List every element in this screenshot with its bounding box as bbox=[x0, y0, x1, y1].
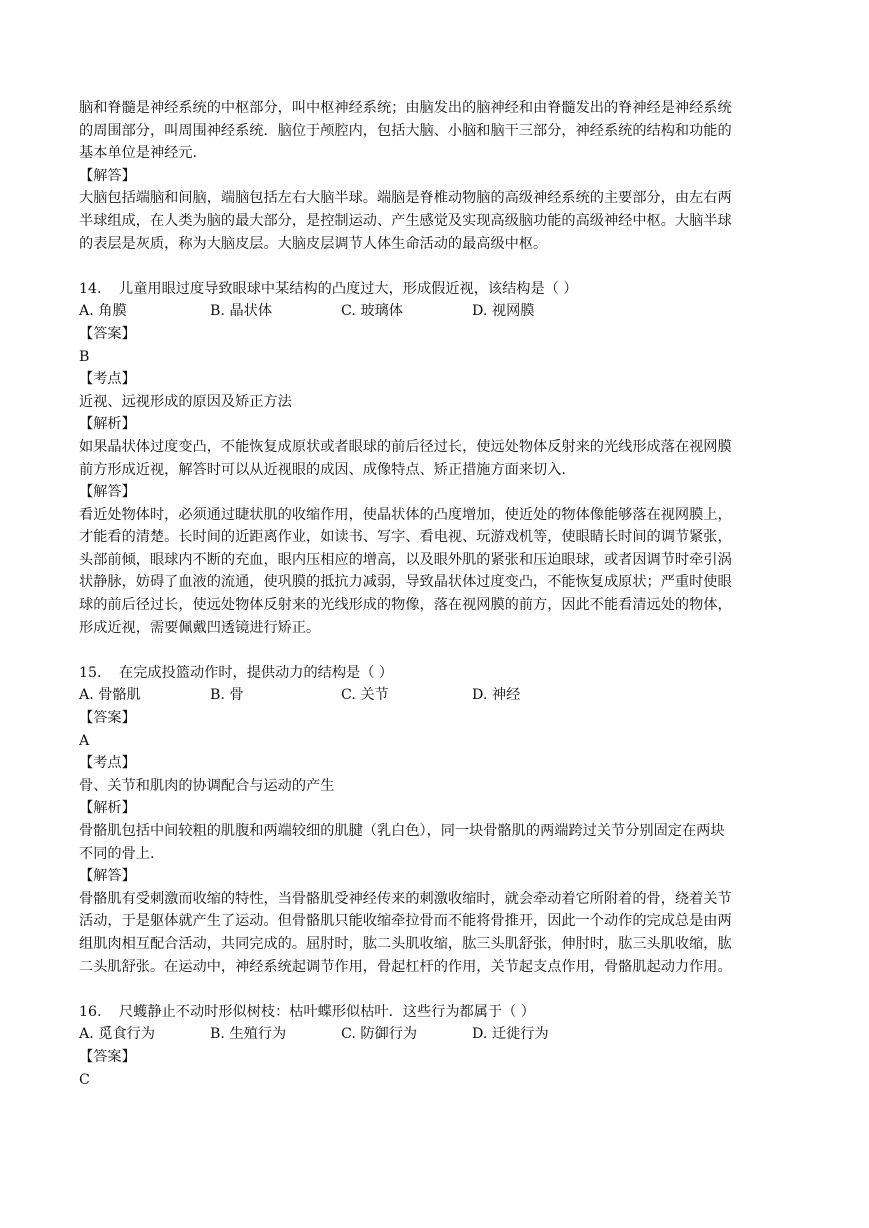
text-line: 形成近视，需要佩戴凹透镜进行矫正。 bbox=[79, 619, 321, 636]
option-c: C. 关节 bbox=[341, 687, 389, 704]
question-stem bbox=[79, 1001, 791, 1024]
text-line: 不同的骨上. bbox=[79, 845, 155, 862]
option-a: A. 角膜 bbox=[79, 303, 127, 320]
answer-value: A bbox=[79, 732, 90, 749]
question-16 bbox=[79, 1001, 791, 1091]
option-b: B. 生殖行为 bbox=[210, 1026, 287, 1043]
option-c: C. 防御行为 bbox=[341, 1026, 418, 1043]
solution-tag: 【解答】 bbox=[79, 868, 136, 885]
text-line: 大脑包括端脑和间脑，端脑包括左右大脑半球。端脑是脊椎动物脑的高级神经系统的主要部分，由左右两 bbox=[79, 190, 732, 207]
option-c: C. 玻璃体 bbox=[341, 303, 403, 320]
text-line: 头部前倾，眼球内不断的充血，眼内压相应的增高，以及眼外肌的紧张和压迫眼球，或者因调节时牵引涡 bbox=[79, 551, 732, 568]
prev-solution bbox=[79, 187, 791, 255]
answer-value: C bbox=[79, 1071, 90, 1088]
text-line: 脑和脊髓是神经系统的中枢部分，叫中枢神经系统；由脑发出的脑神经和由脊髓发出的脊神经是神经系统 bbox=[79, 100, 732, 116]
point-tag: 【考点】 bbox=[79, 371, 136, 388]
text-line: 基本单位是神经元. bbox=[79, 145, 198, 162]
option-d: D. 神经 bbox=[472, 687, 521, 704]
answer-tag: 【答案】 bbox=[79, 1048, 136, 1065]
option-b: B. 晶状体 bbox=[210, 303, 273, 320]
text-line: 半球组成，在人类为脑的最大部分，是控制运动、产生感觉及实现高级脑功能的高级神经中枢。大脑半球 bbox=[79, 212, 732, 229]
text-line: 如果晶状体过度变凸，不能恢复成原状或者眼球的前后径过长，使远处物体反射来的光线形成落在视网膜 bbox=[79, 438, 732, 455]
question-number: 14. bbox=[79, 280, 102, 297]
text-line: 球的前后径过长，使远处物体反射来的光线形成的物像，落在视网膜的前方，因此不能看清远处的物体， bbox=[79, 597, 732, 614]
question-text: 尺蠖静止不动时形似树枝：枯叶蝶形似枯叶．这些行为都属于（ ） bbox=[119, 1003, 535, 1020]
question-stem bbox=[79, 662, 791, 685]
question-stem bbox=[79, 278, 791, 301]
analysis-tag: 【解析】 bbox=[79, 800, 136, 817]
answer-tag: 【答案】 bbox=[79, 325, 136, 342]
point-tag: 【考点】 bbox=[79, 755, 136, 772]
text-line: 二头肌舒张。在运动中，神经系统起调节作用，骨起杠杆的作用，关节起支点作用，骨骼肌起动力作用。 bbox=[79, 958, 732, 975]
question-text: 儿童用眼过度导致眼球中某结构的凸度过大，形成假近视，该结构是（ ） bbox=[119, 280, 578, 297]
prev-analysis bbox=[79, 97, 791, 165]
text-line: 骨骼肌包括中间较粗的肌腹和两端较细的肌腱（乳白色），同一块骨骼肌的两端跨过关节分别固定在两块 bbox=[79, 823, 725, 839]
option-a: A. 骨骼肌 bbox=[79, 687, 141, 704]
text-line: 状静脉，妨碍了血液的流通，使巩膜的抵抗力减弱，导致晶状体过度变凸，不能恢复成原状；严重时使眼 bbox=[79, 574, 732, 591]
option-b: B. 骨 bbox=[210, 687, 244, 704]
answer-value: B bbox=[79, 348, 90, 365]
question-14 bbox=[79, 278, 791, 640]
point-text: 近视、远视形成的原因及矫正方法 bbox=[79, 393, 292, 410]
option-d: D. 迁徙行为 bbox=[472, 1026, 549, 1043]
options-row bbox=[79, 1023, 791, 1046]
text-line: 的周围部分，叫周围神经系统．脑位于颅腔内，包括大脑、小脑和脑干三部分，神经系统的结构和功能的 bbox=[79, 122, 732, 139]
text-line: 前方形成近视，解答时可以从近视眼的成因、成像特点、矫正措施方面来切入. bbox=[79, 461, 566, 478]
option-d: D. 视网膜 bbox=[472, 303, 535, 320]
point-text: 骨、关节和肌肉的协调配合与运动的产生 bbox=[79, 777, 335, 794]
text-line: 骨骼肌有受刺激而收缩的特性，当骨骼肌受神经传来的刺激收缩时，就会牵动着它所附着的骨，绕着关节 bbox=[79, 890, 732, 907]
question-number: 15. bbox=[79, 664, 102, 681]
analysis-tag: 【解析】 bbox=[79, 416, 136, 433]
options-row bbox=[79, 300, 791, 323]
question-number: 16. bbox=[79, 1003, 102, 1020]
solution-tag: 【解答】 bbox=[79, 484, 136, 501]
solution-tag: 【解答】 bbox=[79, 167, 136, 184]
text-line: 才能看的清楚。长时间的近距离作业，如读书、写字、看电视、玩游戏机等，使眼睛长时间的调节紧张， bbox=[79, 529, 732, 546]
text-line: 组肌肉相互配合活动，共同完成的。屈肘时，肱二头肌收缩，肱三头肌舒张，伸肘时，肱三头肌收缩，肱 bbox=[79, 935, 732, 952]
question-15 bbox=[79, 662, 791, 978]
answer-tag: 【答案】 bbox=[79, 710, 136, 727]
document-page bbox=[79, 97, 791, 1091]
text-line: 活动，于是躯体就产生了运动。但骨骼肌只能收缩牵拉骨而不能将骨推开，因此一个动作的完成总是由两 bbox=[79, 913, 732, 930]
option-a: A. 觅食行为 bbox=[79, 1026, 156, 1043]
text-line: 看近处物体时，必须通过睫状肌的收缩作用，使晶状体的凸度增加，使近处的物体像能够落在视网膜上， bbox=[79, 506, 732, 523]
text-line: 的表层是灰质，称为大脑皮层。大脑皮层调节人体生命活动的最高级中枢。 bbox=[79, 235, 548, 252]
question-text: 在完成投篮动作时，提供动力的结构是（ ） bbox=[119, 664, 394, 681]
options-row bbox=[79, 684, 791, 707]
